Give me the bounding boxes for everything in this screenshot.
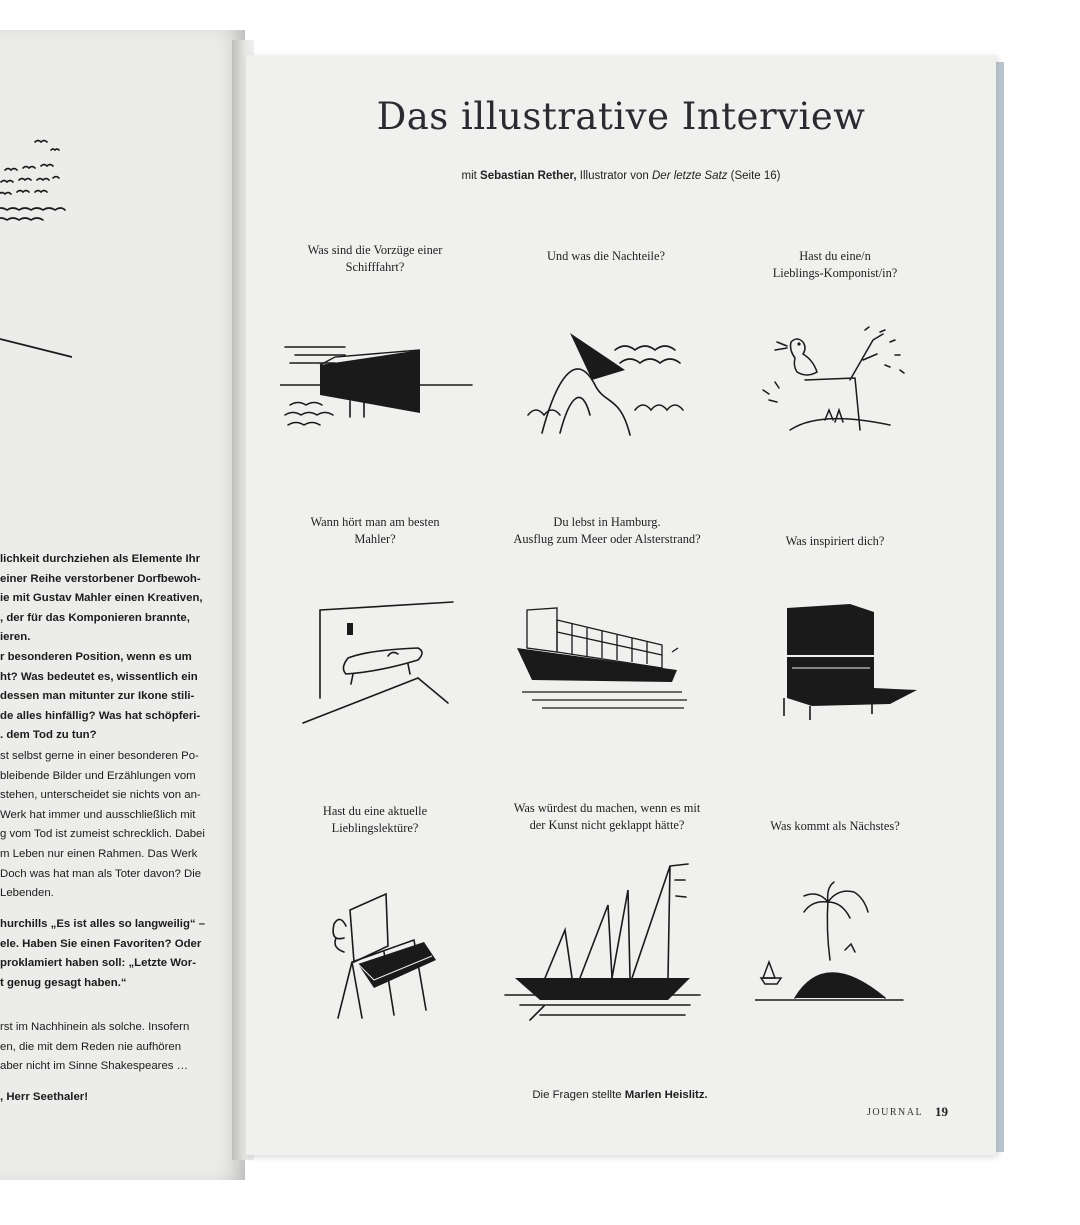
question-3: Hast du eine/n Lieblings-Komponist/in? (772, 249, 898, 280)
question-7: Hast du eine aktuelle Lieblingslektüre? (322, 804, 428, 835)
sailboat-icon (500, 860, 705, 1025)
bathtub-icon (298, 598, 458, 728)
question-6: Was inspiriert dich? (785, 534, 885, 548)
question-8: Was würdest du machen, wenn es mit der Kunst nicht geklappt hätte? (513, 801, 701, 832)
question-5: Du lebst in Hamburg. Ausflug zum Meer oder Alsterstrand? (513, 515, 701, 546)
question-1: Was sind die Vorzüge einer Schifffahrt? (307, 243, 443, 274)
left-answer-1: st selbst gerne in einer besonderen Po- bleibende Bilder und Erzählungen vom stehen, unterscheidet sie nichts von an- Werk hat immer und ausschließlich mit g vom Tod ist zumeist schrecklich. Dabei m Leben nur einen Rahmen. Das Werk Doch was hat man als Toter davon? Die Lebenden. (0, 750, 205, 900)
steamship-icon (280, 335, 480, 435)
question-9: Was kommt als Nächstes? (770, 819, 900, 833)
reading-chair-icon (314, 890, 439, 1020)
subtitle-name: Sebastian Rether, (480, 170, 577, 182)
credit-prefix: Die Fragen stellte (532, 1089, 622, 1101)
sinking-ship-icon (520, 325, 690, 440)
subtitle-ref: (Seite 16) (730, 170, 781, 182)
question-2: Und was die Nachteile? (546, 249, 665, 263)
left-answer-2: rst im Nachhinein als solche. Insofern en, die mit dem Reden nie aufhören aber nicht im Sinne Shakespeares … (0, 1021, 190, 1073)
subtitle-prefix: mit (461, 170, 477, 182)
question-4: Wann hört man am besten Mahler? (310, 515, 440, 546)
container-ship-icon (512, 600, 692, 715)
birds-over-water-icon (0, 130, 85, 240)
singing-bird-icon (755, 320, 915, 440)
palm-island-icon (755, 880, 905, 1010)
subtitle-middle: Illustrator von (579, 170, 649, 182)
piano-icon (772, 598, 927, 723)
interview-credit (470, 1089, 770, 1101)
left-closing: , Herr Seethaler! (0, 1091, 88, 1103)
credit-name: Marlen Heislitz. (624, 1089, 708, 1101)
left-question-1: lichkeit durchziehen als Elemente Ihr einer Reihe verstorbener Dorfbewoh- ie mit Gustav Mahler einen Kreativen, , der für das Komponieren brannte, ieren. r besonderen Position, wenn es um ht? Was bedeutet es, wissentlich ein dessen man mitunter zur Ikone stili- de alles hinfällig? Was hat schöpferi- . dem Tod zu tun? (0, 553, 203, 742)
page-number: 19 (935, 1104, 948, 1119)
journal-label: JOURNAL (867, 1107, 924, 1118)
page-title: Das illustrative Interview (376, 95, 866, 138)
horizon-line-icon (0, 335, 80, 375)
page-subtitle (246, 170, 996, 182)
left-question-2: hurchills „Es ist alles so langweilig“ – ele. Haben Sie einen Favoriten? Oder proklamiert haben soll: „Letzte Wor- t genug gesagt haben.“ (0, 918, 206, 989)
subtitle-book: Der letzte Satz (652, 170, 728, 182)
